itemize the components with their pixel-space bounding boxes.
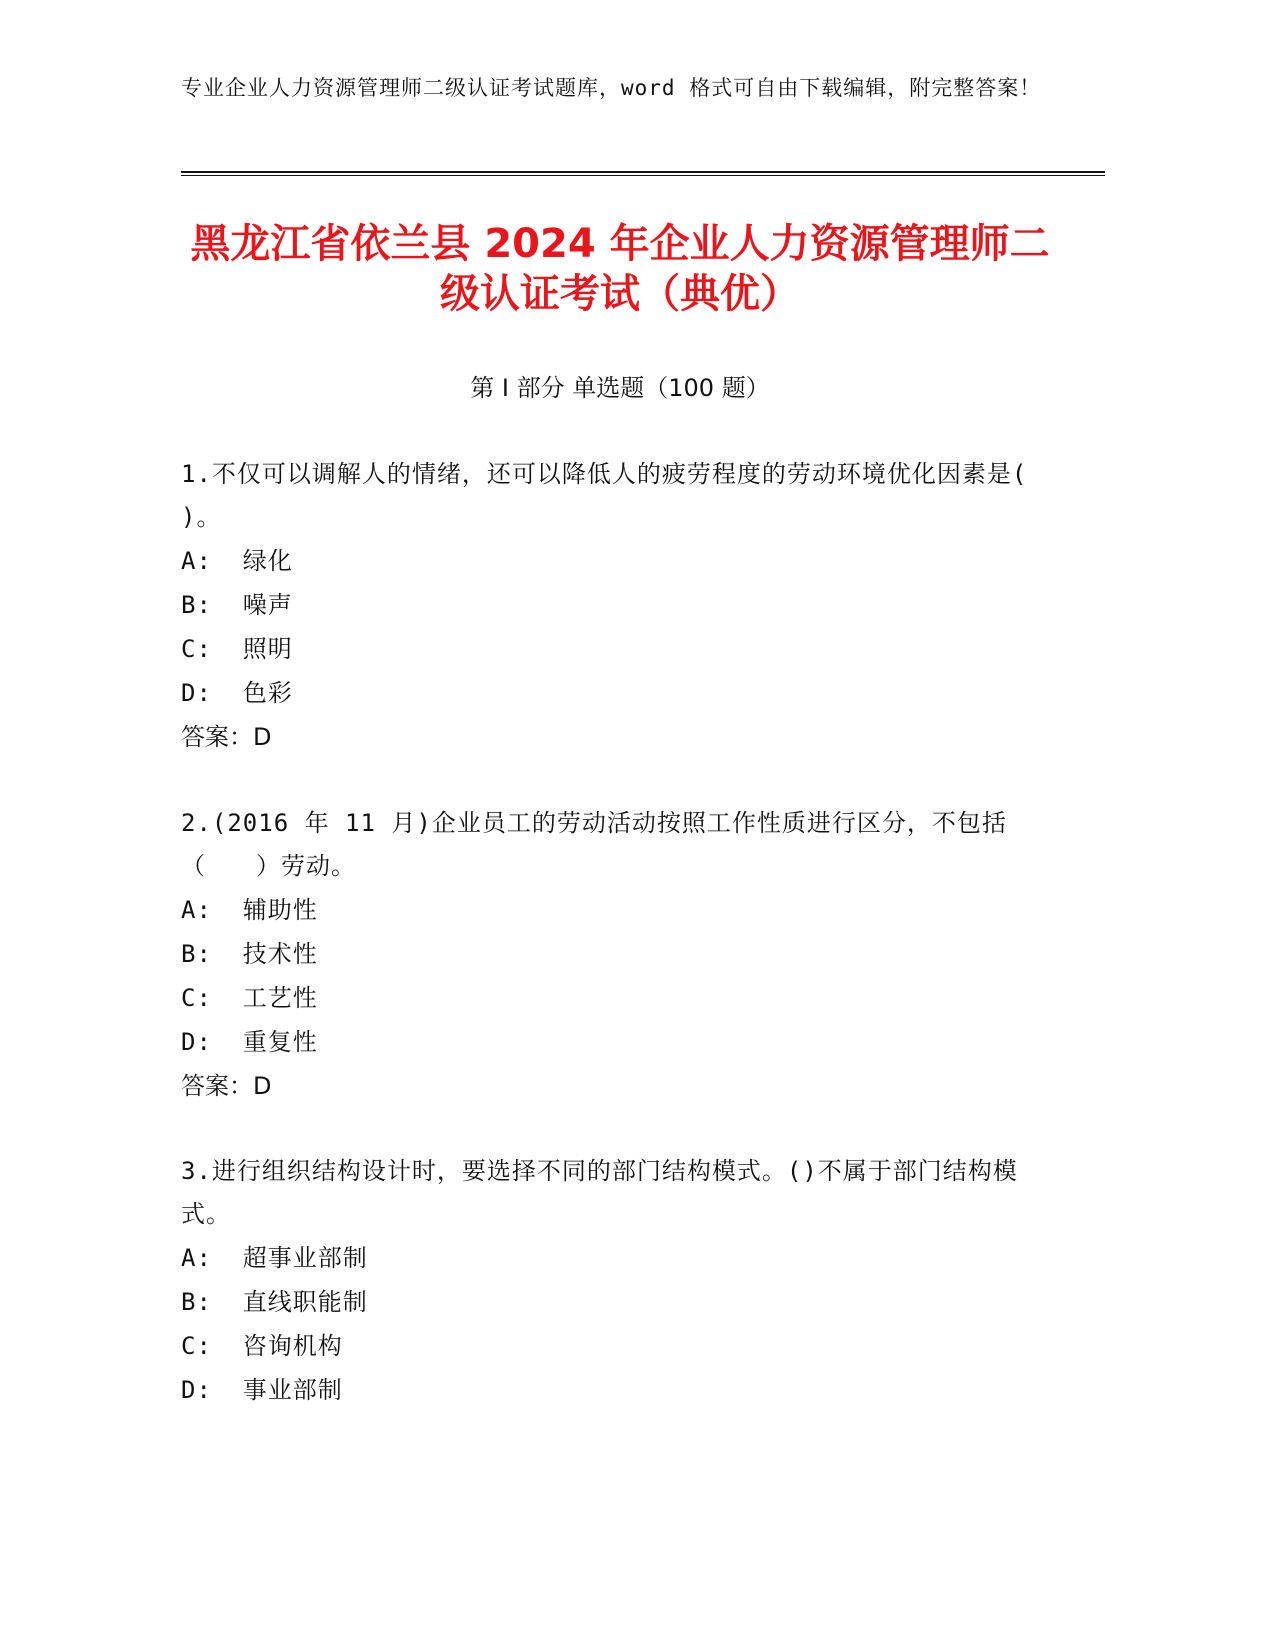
option-b: B: 噪声	[181, 591, 293, 619]
question-1	[181, 453, 1061, 759]
question-3	[181, 1150, 1061, 1412]
option-c: C: 照明	[181, 635, 293, 663]
question-stem: 1.不仅可以调解人的情绪，还可以降低人的疲劳程度的劳动环境优化因素是( )。	[181, 460, 1028, 531]
option-b: B: 直线职能制	[181, 1288, 368, 1316]
document-title: 黑龙江省依兰县 2024 年企业人力资源管理师二级认证考试（典优）	[190, 221, 1050, 317]
answer: 答案：D	[181, 723, 272, 751]
option-a: A: 绿化	[181, 547, 293, 575]
option-c: C: 工艺性	[181, 984, 318, 1012]
answer: 答案：D	[181, 1072, 272, 1100]
option-d: D: 事业部制	[181, 1376, 343, 1404]
option-c: C: 咨询机构	[181, 1332, 343, 1360]
section-title: 第 I 部分 单选题（100 题）	[470, 374, 770, 402]
question-stem: 2.(2016 年 11 月)企业员工的劳动活动按照工作性质进行区分，不包括（ ）劳动。	[181, 809, 1007, 880]
option-b: B: 技术性	[181, 940, 318, 968]
option-a: A: 超事业部制	[181, 1244, 368, 1272]
option-a: A: 辅助性	[181, 896, 318, 924]
question-2	[181, 802, 1061, 1108]
option-d: D: 重复性	[181, 1028, 318, 1056]
header-note: 专业企业人力资源管理师二级认证考试题库，word 格式可自由下载编辑，附完整答案！	[181, 76, 1042, 100]
option-d: D: 色彩	[181, 679, 293, 707]
header-divider-thin	[181, 175, 1105, 176]
question-stem: 3.进行组织结构设计时，要选择不同的部门结构模式。()不属于部门结构模式。	[181, 1157, 1018, 1228]
header-divider-thick	[181, 171, 1105, 173]
